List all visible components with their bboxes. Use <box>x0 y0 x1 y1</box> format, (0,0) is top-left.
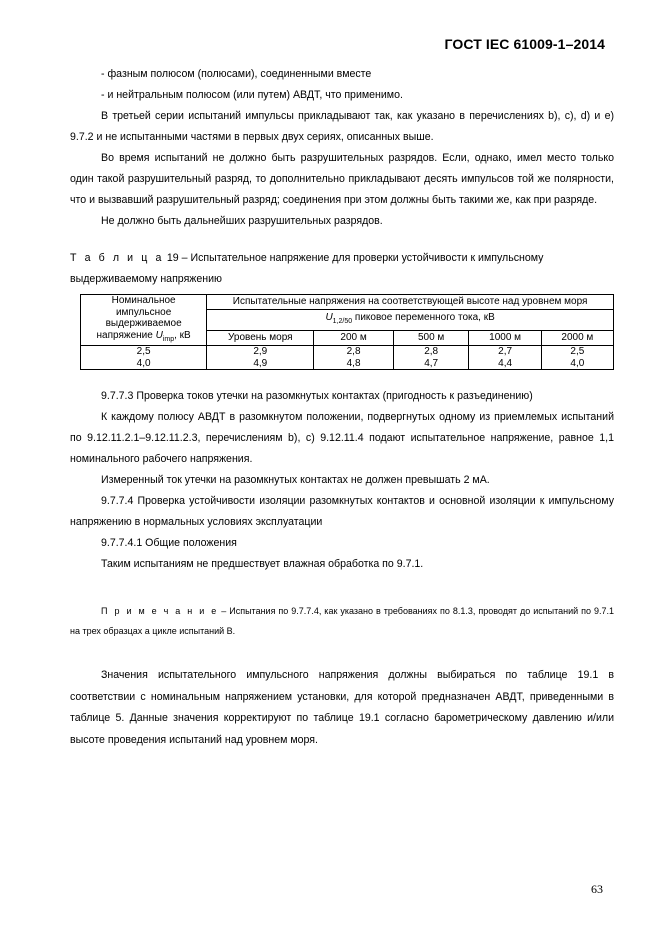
note <box>70 601 614 641</box>
cell-value: 2,5 <box>570 346 585 357</box>
table-caption-label: Т а б л и ц а <box>70 252 164 264</box>
table-row <box>81 346 614 370</box>
cell-value: 2,9 <box>253 346 268 357</box>
note-label: П р и м е ч а н и е <box>101 606 219 616</box>
paragraph: К каждому полюсу АВДТ в разомкнутом положении, подвергнутых одному из приемлемых испытаний по 9.12.11.2.1–9.12.11.2.3, перечислениям b), c) 9.12.11.4 подают испытательное напряжение, равное 1,1 номинального рабочего напряжения. <box>70 411 614 465</box>
paragraph: - фазным полюсом (полюсами), соединенными вместе <box>101 68 372 80</box>
altitude-header: 1000 м <box>469 330 541 345</box>
section-heading: 9.7.7.3 Проверка токов утечки на разомкнутых контактах (пригодность к разъединению) <box>101 390 533 402</box>
altitude-header: 500 м <box>393 330 469 345</box>
group-header: Испытательные напряжения на соответствующей высоте над уровнем моря <box>207 295 614 310</box>
cell-value: 2,5 <box>136 346 151 357</box>
table-cell <box>393 346 469 370</box>
table-caption-text: 19 – Испытательное напряжение для проверки устойчивости к импульсному выдерживаемому напряжению <box>70 252 544 285</box>
table-cell <box>541 346 613 370</box>
section-heading: 9.7.7.4 Проверка устойчивости изоляции разомкнутых контактов и основной изоляции к импульсному напряжению в нормальных условиях эксплуатации <box>70 495 614 528</box>
col-header-nominal-text: Номинальное импульсное выдерживаемое напряжение <box>96 295 182 341</box>
cell-value: 4,0 <box>570 357 585 369</box>
cell-value: 4,8 <box>346 357 361 369</box>
cell-value: 2,8 <box>424 346 439 357</box>
col-header-nominal <box>81 295 207 346</box>
paragraph: Измеренный ток утечки на разомкнутых контактах не должен превышать 2 мА. <box>101 474 490 486</box>
altitude-header: Уровень моря <box>207 330 314 345</box>
sub-header-text: пиковое переменного тока, кВ <box>352 312 495 324</box>
unit-text: , кВ <box>174 329 191 341</box>
page-content <box>70 64 614 751</box>
page-number: 63 <box>591 882 603 896</box>
cell-value: 4,4 <box>498 357 513 369</box>
symbol-u: U <box>325 312 333 324</box>
symbol-u: U <box>155 329 163 341</box>
paragraph: Во время испытаний не должно быть разрушительных разрядов. Если, однако, имел место только один такой разрушительный разряд, то дополнительно прикладывают десять импульсов той же полярности, что и вызвавший разрушительный разряд; соединения при этом должны быть такими же, как при разряде. <box>70 152 614 206</box>
table-cell <box>81 346 207 370</box>
voltage-table <box>80 294 614 370</box>
paragraph: Таким испытаниям не предшествует влажная обработка по 9.7.1. <box>101 558 424 570</box>
table-cell <box>314 346 393 370</box>
paragraph: Не должно быть дальнейших разрушительных разрядов. <box>101 215 383 227</box>
section-heading: 9.7.7.4.1 Общие положения <box>101 537 237 549</box>
cell-value: 4,7 <box>424 357 439 369</box>
table-cell <box>469 346 541 370</box>
sub-header <box>207 310 614 330</box>
altitude-header: 2000 м <box>541 330 613 345</box>
cell-value: 2,7 <box>498 346 513 357</box>
cell-value: 2,8 <box>346 346 361 357</box>
table-cell <box>207 346 314 370</box>
cell-value: 4,9 <box>253 357 268 369</box>
cell-value: 4,0 <box>136 357 151 369</box>
altitude-header: 200 м <box>314 330 393 345</box>
symbol-sub: imp <box>162 335 175 343</box>
paragraph: В третьей серии испытаний импульсы прикладывают так, как указано в перечислениях b), c), d) и e) 9.7.2 и не испытанными частями в первых двух сериях, описанных выше. <box>70 110 614 143</box>
note-text: – Испытания по 9.7.7.4, как указано в требованиях по 8.1.3, проводят до испытаний по 9.7.1 на трех образцах а цикле испытаний B. <box>70 606 614 636</box>
symbol-sub: 1,2/50 <box>332 318 353 326</box>
document-header: ГОСТ IEC 61009-1–2014 <box>444 36 605 52</box>
paragraph: Значения испытательного импульсного напряжения должны выбираться по таблице 19.1 в соответствии с номинальным напряжением установки, для которой предназначен АВДТ, приведенными в таблице 5. Данные значения корректируют по таблице 19.1 согласно барометрическому давлению и/или высоте проведения испытаний над уровнем моря. <box>70 669 614 746</box>
table-caption <box>70 248 614 290</box>
paragraph: - и нейтральным полюсом (или путем) АВДТ, что применимо. <box>101 89 403 101</box>
